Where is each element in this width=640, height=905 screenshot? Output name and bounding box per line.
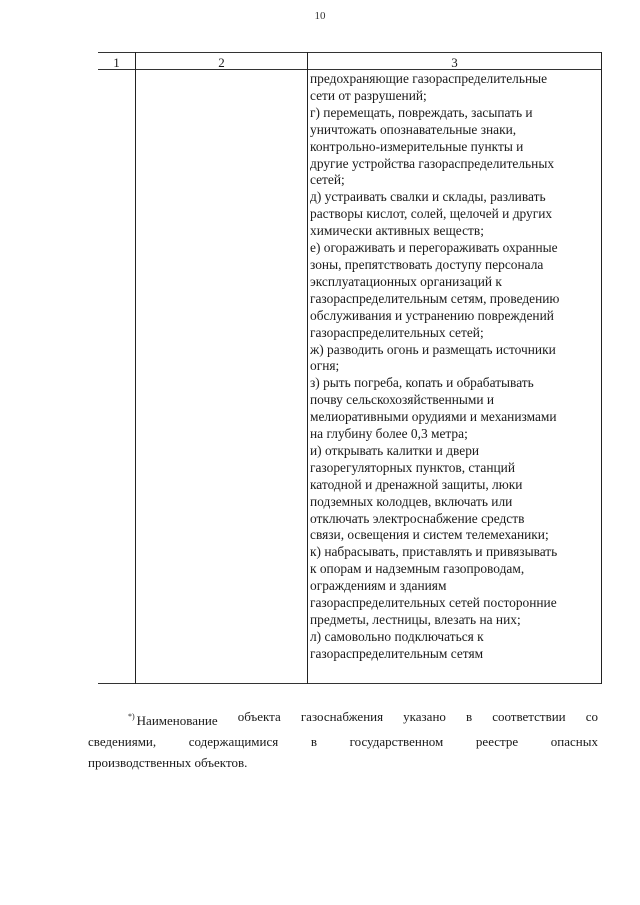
table-text-line: газораспределительным сетям (310, 645, 484, 661)
column-header-3: 3 (451, 55, 458, 70)
footnote-word: Наименование (136, 713, 218, 728)
table-text-line: е) огораживать и перегораживать охранные (310, 240, 558, 256)
table-text-line: газорегуляторных пунктов, станций (310, 459, 516, 475)
column-divider-2 (307, 52, 308, 684)
table-text-line: контрольно-измерительные пункты и (310, 138, 524, 154)
table-text-line: предохраняющие газораспределительные (310, 71, 548, 86)
column-header-1: 1 (113, 55, 120, 70)
column-header-2: 2 (218, 55, 225, 70)
footnote (88, 706, 598, 773)
table-text-line: мелиоративными орудиями и механизмами (310, 409, 557, 425)
footnote-word: содержащимися (188, 734, 279, 749)
table-text-line: газораспределительным сетям, проведению (310, 290, 560, 306)
footnote-word: в (465, 709, 473, 724)
table-text-line: уничтожать опознавательные знаки, (310, 121, 517, 137)
footnote-word: опасных (550, 734, 598, 749)
footnote-word (128, 706, 218, 731)
table-text-line: г) перемещать, повреждать, засыпать и (310, 104, 533, 120)
table-text-line: к) набрасывать, приставлять и привязывать (310, 544, 558, 560)
table-text-line: газораспределительных сетей; (310, 324, 484, 340)
table-text-line: другие устройства газораспределительных (310, 155, 555, 171)
footnote-line-3 (88, 752, 598, 773)
table-text-line: газораспределительных сетей посторонние (310, 595, 557, 611)
footnote-word: в (310, 734, 317, 749)
table-text-line: зоны, препятствовать доступу персонала (310, 256, 544, 272)
prohibitions-text (310, 71, 600, 663)
footnote-line-2 (88, 731, 598, 752)
column-divider-1 (135, 52, 136, 684)
table-text-line: з) рыть погреба, копать и обрабатывать (310, 375, 534, 391)
footnote-word: производственных объектов. (88, 755, 248, 770)
requirements-table (98, 52, 602, 684)
table-text-line: растворы кислот, солей, щелочей и других (310, 206, 553, 222)
table-text-line: катодной и дренажной защиты, люки (310, 476, 523, 492)
table-text-line: и) открывать калитки и двери (310, 442, 480, 458)
table-right-border (601, 52, 602, 684)
table-text-line: д) устраивать свалки и склады, разливать (310, 189, 546, 205)
table-text-line: ж) разводить огонь и размещать источники (310, 341, 556, 357)
footnote-word: государственном (349, 734, 444, 749)
table-text-line: химически активных веществ; (310, 223, 484, 239)
page-number: 10 (314, 10, 326, 22)
table-text-line: огня; (310, 358, 340, 374)
footnote-word: объекта (237, 709, 281, 724)
table-text-line: сети от разрушений; (310, 87, 427, 103)
table-text-line: почву сельскохозяйственными и (310, 392, 495, 408)
footnote-line-1 (88, 706, 598, 731)
footnote-word: реестре (475, 734, 519, 749)
table-text-line: отключать электроснабжение средств (310, 510, 525, 526)
table-text-line: ограждениям и зданиям (310, 578, 447, 594)
footnote-word: сведениями, (88, 734, 157, 749)
table-text-line: сетей; (310, 172, 345, 188)
table-text-line: л) самовольно подключаться к (310, 628, 484, 644)
table-text-line: обслуживания и устранению повреждений (310, 307, 554, 323)
footnote-word: указано (403, 709, 446, 724)
footnote-word: соответствии (492, 709, 566, 724)
table-text-line: подземных колодцев, включать или (310, 493, 513, 509)
footnote-word: газоснабжения (300, 709, 384, 724)
table-text-line: связи, освещения и систем телемеханики; (310, 527, 549, 543)
table-text-line: предметы, лестницы, влезать на них; (310, 612, 521, 627)
table-top-border (98, 52, 602, 53)
table-bottom-border (98, 683, 602, 684)
table-text-line: эксплуатационных организаций к (310, 273, 502, 289)
table-text-line: к опорам и надземным газопроводам, (310, 561, 525, 577)
footnote-word: со (585, 709, 598, 724)
footnote-marker: *) (128, 712, 135, 721)
table-text-line: на глубину более 0,3 метра; (310, 426, 468, 442)
